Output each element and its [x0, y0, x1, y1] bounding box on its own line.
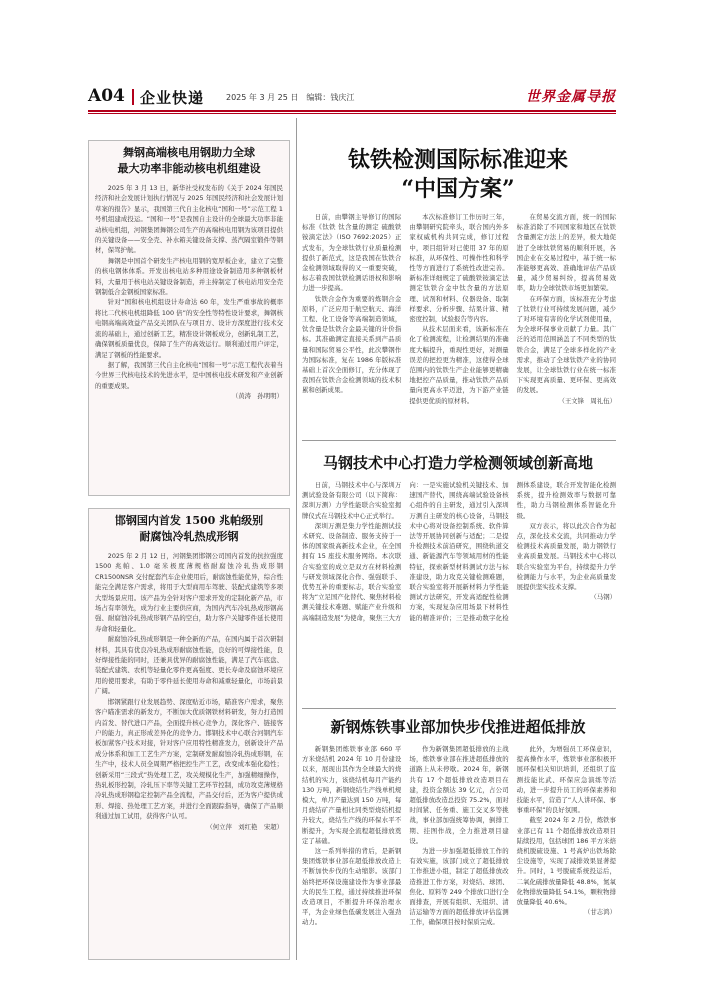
article-paragraph: 此外，为增强员工环保意识，提高操作水平，炼铁事业部积极开展环保相关知识培训，还组织了监测技能比武、环保应急演练等活动，进一步提升员工的环保素养和技能水平，营造了“人人讲环保、事事重环保”的良好氛围。	[516, 745, 616, 815]
header-divider	[132, 89, 134, 105]
article-paragraph: 深圳万测是集力学性能测试技术研究、设备制造、服务支持于一体的国家级高新技术企业，在全国拥有 15 座技术服务网络。本次联合实验室的成立是双方在材料检测与研发领域深化合作、强强联手、优势互补的重要标志，联合实验室将为“立足国产化替代、聚焦材料检测关键技术难题、赋能产业升级和高端制造发展”为使命，聚焦三大方向：一是实施试验机关键技术、加速国产替代，围绕高端试验设备核心组件的自主研发，通过引入深圳万测自主研发的核心设备，马钢技术中心将对设备控制系统、软件算法等开展协同创新与适配；二是提升检测技术前沿研究，围绕轨道交通、新能源汽车等领域用材的性能特征，探索新型材料测试方法与标准建设，助力攻克关键检测难题，联合实验室将开展新材料力学性能测试方法研究，开发高适配性检测方案，实现复杂应用场景下材料性能的精准评价；三是推动数字化检测体系建设，联合开发智能化检测系统，提升检测效率与数据可靠性，助力马钢检测体系智能化升级。	[302, 481, 616, 622]
article-paragraph: 在环保方面，该标准充分考虑了钛铁行业可持续发展问题，减少了对环境有害的化学试剂使用量，为全球环保事业贡献了力量。其广泛的适用范围涵盖了不同类型的钛铁合金，满足了全球多样化的产业需求，推动了全球钛铁产业的协同发展，让全球钛铁行业在统一标准下实现更高质量、更环保、更高效的发展。	[516, 294, 616, 395]
article-paragraph: 2025 年 3 月 13 日，新华社受权发布的《关于 2024 年国民经济和社会发展计划执行情况与 2025 年国民经济和社会发展计划草案的报告》显示，我国第三代自主化核电“国和一号”示范工程 1 号机组建成投运。“国和一号”是我国自主设计的全球最大功率非能动核电机组，河钢集团舞钢公司生产的高端核电用钢为该项目提供的关键设备——安全壳、补水箱关键设备支撑、蒸汽隔室锻件等钢材，保驾护航。	[95, 184, 283, 255]
headline-masteel: 马钢技术中心打造力学检测领域创新高地	[322, 454, 593, 472]
article-paragraph: 耐腐蚀冷轧热成形钢是一种全新的产品，在国内属于首次研制材料，其具有优良冷轧热成形耐腐蚀性能，良好的可焊接性能，良好焊接性能的同时，还兼具优异的耐腐蚀性能，满足了汽车底盘、装配式建筑、农机等轻量化零件更高强度、更长寿命及腐蚀环境应用的使用要求，有助于零件延长使用寿命和减重轻量化，市场前景广阔。	[95, 635, 283, 696]
article-paragraph: 舞钢是中国首个研发生产核电用钢的宽厚板企业，建立了完整的核电钢体体系。开发出核电站多种用途设备制造用多种钢板材料，大量用于核电站关键设备制造，并主持制定了核电站用安全壳钢制低合金钢板国家标准。	[95, 256, 283, 297]
article-paragraph: 据了解，我国第三代自主化核电“国和一号”示范工程代表着当今世界三代核电技术的先进水平，是中国核电技术研发和产业创新的重要成果。	[95, 360, 283, 390]
article-paragraph: 截至 2024 年 2 月份，炼铁事业部已有 11 个超低排放改造项目陆续投用，包括球团 186 平方米焙烧机脱硫设施、1 号高炉出铁场除尘设施等，实现了减排效果显著提升。同时，1 号脱硫系统投运后，二氧化硫排放量降低 48.8%，氮氧化物排放量降低 54.1%，颗粒物排放量降低 40.6%。	[516, 816, 616, 907]
article-paragraph: 钛铁合金作为重要的炼钢合金原料，广泛应用于航空航天、海洋工程、化工设备等高端制造领域，钛含量是钛铁合金最关键的计价指标。其准确测定直接关系到产品质量和国际贸易公平性，此次攀钢作为国际标准，复在 1986 年版标准基础上首次全面修订，充分体现了我国在钛铁合金检测领域的技术积累和创新成果。	[302, 294, 402, 395]
headline-line2: “中国方案”	[401, 176, 515, 202]
article-paragraph: 日前，马钢技术中心与深圳万测试验设备有限公司（以下简称：深圳万测）力学性能联合实验室揭牌仪式在马钢技术中心正式举行。	[302, 481, 402, 520]
page-header	[88, 86, 616, 108]
headline-ferrotitanium	[300, 146, 616, 204]
article-author: （何立萍 刘红艳 宋超）	[206, 822, 283, 831]
headline-line1: 钛铁检测国际标准迎来	[347, 147, 568, 173]
article-paragraph: 本次标准修订工作历时三年，由攀钢研究院牵头，联合国内外多家权威机构共同完成，修订过程中，项目组针对已使用 37 年的原标准，从环保性、可操作性和科学性等方面进行了系统性改进完善。新标准详细规定了硫酸铁铵滴定法测定钛铁合金中钛含量的方法原理、试剂和材料、仪器设备、取制样要求、分析步骤、结果计算、精密度控制，试验报告等内容。	[409, 213, 509, 324]
article-hot-forming-steel	[88, 508, 290, 960]
header-rule	[88, 110, 616, 112]
article-title-line2: 耐腐蚀冷轧热成形钢	[139, 530, 239, 543]
article-paragraph: 为进一步加强超低排放工作的有效实施，该部门成立了超低排放工作推进小组，制定了超低排放改造推进工作方案，对烧结、球团、焦化、原料等 249 个排放口进行全面排查，开展有组织、无组织、清洁运输等方面的超低排放评估监测工作，确保项目按时保质完成。	[409, 847, 509, 927]
headline-xinsteel: 新钢炼铁事业部加快步伐推进超低排放	[330, 718, 586, 736]
article-divider	[302, 440, 616, 441]
article-paragraph: 这一系列举措的背后，是新钢集团炼铁事业部在超低排放改造上不断加快步伐的生动缩影。该部门始终把环保设施建设作为事业部最大的民生工程，通过持续推进环保改造项目，不断提升环保治理水平，为企业绿色低碳发展注入强劲动力。	[302, 847, 402, 927]
section-title: 企业快递	[140, 89, 205, 107]
article-title-line1: 舞钢高端核电用钢助力全球	[123, 146, 255, 159]
article-author: （黄涛 孙明明）	[231, 392, 283, 401]
article-paragraph: 2025 年 2 月 12 日，河钢集团邯钢公司国内首发的抗拉强度 1500 兆帕、1.0 毫米极度薄规格耐腐蚀冷轧热成形钢 CR1500NSR 交付配套汽车企业使用后，耐腐蚀性能优异，综合性能完全满足客户需求，将用于大型商用车驾驶、装配式建筑等多项大型场景应用。该产品为全针对客户需求开发的定制化新产品，市场占有率领先，成为行业主要供应商，为国内汽车冷轧热成形钢高强、耐腐蚀冷轧热成形钢产品的空白，助力客户关键零件延长使用寿命和轻量化。	[95, 552, 283, 633]
column-divider	[296, 118, 297, 960]
header-rule-thin	[88, 113, 616, 114]
article-paragraph: 从技术层面来看，该新标准在化了检测流程，让检测结果的准确度大幅提升，重现性更好，对测量误差的把控更为精准，这使得全球范围内的钛铁生产企业能够更精确地把控产品质量，推动钛铁产品质量向更高水平迈进，为下游产业链提供更优质的原材料。	[409, 325, 509, 405]
article-author: （马钢）	[590, 593, 616, 602]
article-xinsteel-body	[302, 744, 616, 960]
article-paragraph: 新钢集团炼铁事业部 660 平方米烧结机 2024 年 10 月份建设以来，展现出其作为全球最大的烧结机的实力，该烧结机每月产能约 130 万吨，新钢烧结生产线单机规模大，单月产量达到 150 万吨，每月烧结矿产量相比同类型烧结机提升较大，烧结生产线的环保水平不断提升，为实现全流程超低排放奠定了基础。	[302, 745, 402, 845]
article-paragraph: 在贸易交流方面，统一的国际标准消除了不同国家和地区在钛铁含量测定方法上的差异，极大地促进了全球钛铁贸易的顺利开展，各国企业在交易过程中，基于统一标准能够更高效、准确地评估产品质量，减少贸易纠纷，提高贸易效率，助力全球钛铁市场更加繁荣。	[516, 213, 616, 293]
page-number: A04	[88, 86, 125, 106]
article-paragraph: 针对“国和核电机组设计寿命达 60 年，发生严重事故的概率将比二代核电机组降低 100 倍”的安全性等特性设计要求，舞钢核电钢高端高效益产品交关团队在与项目方、设计方深度进行技术交流的基础上，通过创新工艺，精准设计钢板成分，创新轧制工艺，确保钢板质量优良，保障了生产的高效运行。顺利通过用户评定，满足了钢板的性能要求。	[95, 298, 283, 359]
article-author: （甘志鸿）	[584, 908, 616, 917]
article-divider	[302, 708, 616, 709]
article-paragraph: 日前，由攀钢主导修订的国际标准《钛铁 钛含量的测定 硫酸铁铵滴定法》（ISO 7692:2025）正式发布，为全球钛铁行业质量检测提供了新范式，这是我国在钛铁合金检测领域取得的又一重要突破，标志着我国钛铁检测话语权和影响力进一步提高。	[302, 213, 402, 293]
article-nuclear-steel	[88, 140, 290, 496]
article-paragraph: 邯钢紧跟行业发展趋势、深度贴近市场，瞄准客户需求，聚焦客户瞄准需求的新发方，不断加大优质钢铁材料研发，努力打造国内首发、替代进口产品，全面提升核心竞争力，深化客户、链接客户的能力，真正形成差异化的竞争力。邯钢技术中心联合河钢汽车板加紧客户技术对接，针对客户应用特性精准发力，创新设计产品成分体系和加工工艺生产方案，定制研发耐腐蚀冷轧热成形钢，在生产中，技术人员全周期严格把控生产工艺，改变成本强化稳性；创新采用“三段式”热处理工艺，攻关规模化生产，加强精细操作，热轧板形控制，冷轧压下率等关键工艺环节控制，成功攻克薄规格冷轧热成形钢稳定控制产品全流程，产品交付后，还为客户提供成形、焊接、热处理工艺方案，并进行全面跟踪指导，确保了产品顺利通过加工试用，获得客户认可。	[95, 697, 283, 821]
dateline: 2025 年 3 月 25 日 编辑：钱庆江	[226, 93, 355, 102]
article-paragraph: 双方表示，将以此次合作为起点，深化技术交流，共同推动力学检测技术高质量发展，助力钢铁行业高质量发展。马钢技术中心将以联合实验室为平台，持续提升力学检测能力与水平，为企业高质量发展提供坚实技术支撑。	[516, 521, 616, 592]
article-ferrotitanium-body	[302, 212, 616, 430]
article-title-line1: 邯钢国内首发 1500 兆帕级别	[114, 514, 264, 527]
article-masteel-body	[302, 480, 616, 702]
article-paragraph: 作为新钢集团超低排放的主战场，炼铁事业部在推进超低排放的道路上从未停歇。2024 年，新钢共有 17 个超低排放改造项目在建，投资金额达 39 亿元，占公司超低排放改造总投资 75.2%，面对时间紧、任务重、施工交叉多等挑战，事业部加强统筹协调，倒排工期、挂图作战，全力推进项目建设。	[409, 745, 509, 845]
newspaper-logo: 世界金属导报	[526, 89, 616, 105]
article-title-line2: 最大功率非能动核电机组建设	[117, 162, 261, 175]
article-author: （王文锋 周礼伍）	[558, 396, 616, 405]
